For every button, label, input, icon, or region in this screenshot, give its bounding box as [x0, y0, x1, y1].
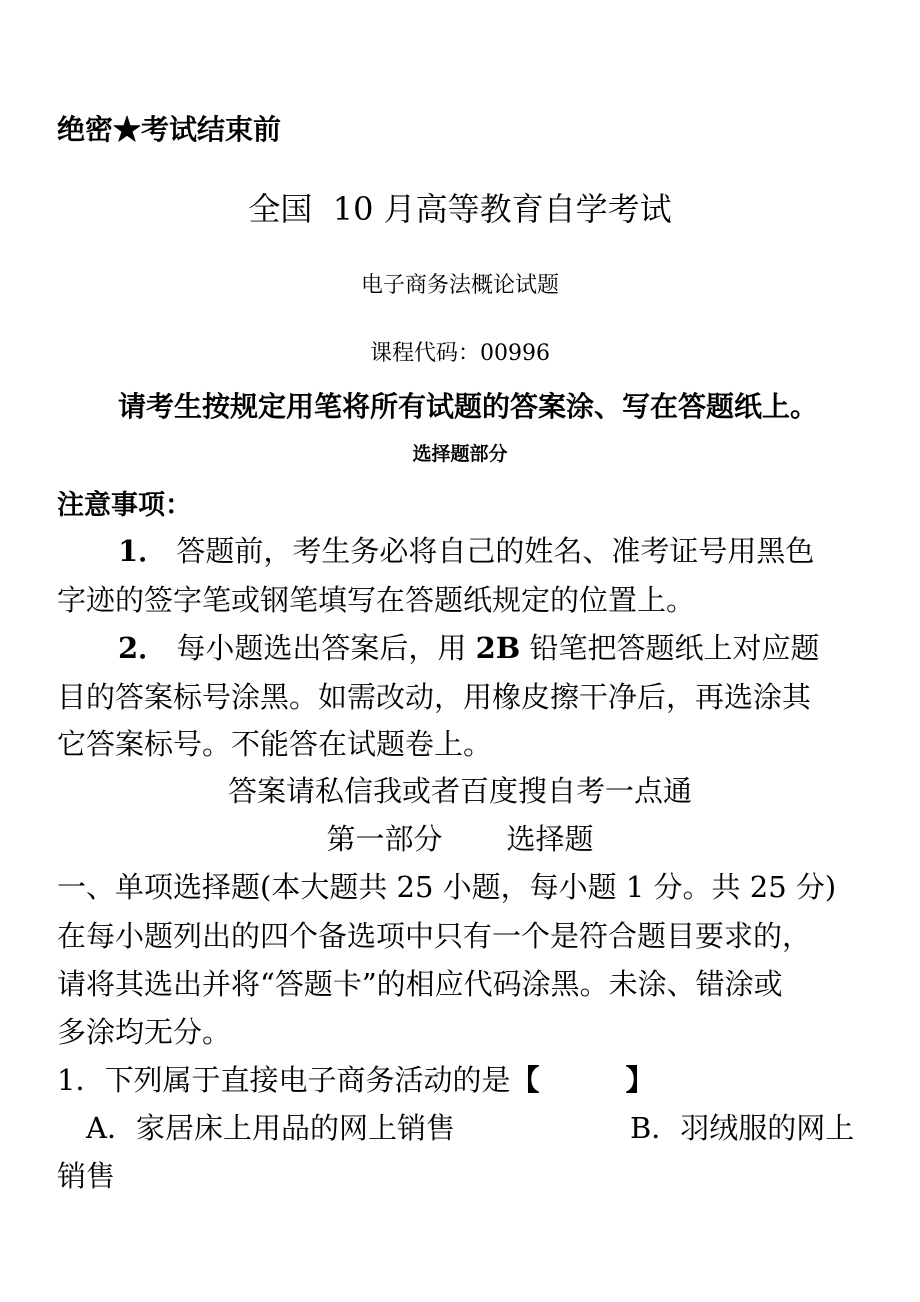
option-b-continued: 销售 [57, 1159, 116, 1193]
note-2-text-line2: 目的答案标号涂黑。如需改动，用橡皮擦干净后，再选涂其 [57, 680, 812, 714]
part-one-label: 第一部分 [326, 822, 443, 856]
subject-title: 电子商务法概论试题 [360, 273, 559, 298]
part-one-heading [0, 822, 920, 856]
answer-bracket-close: 】 [625, 1063, 655, 1097]
question-section-line1: 一、单项选择题(本大题共 25 小题，每小题 1 分。共 25 分) [57, 870, 837, 904]
note-1-text-line1: 答题前，考生务必将自己的姓名、准考证号用黑色 [176, 534, 815, 568]
answer-bracket-open: 【 [510, 1063, 540, 1097]
answer-instruction: 请考生按规定用笔将所有试题的答案涂、写在答题纸上。 [118, 390, 819, 423]
note-2 [118, 631, 820, 665]
note-1 [118, 534, 815, 568]
note-2-pencil-grade: 2B [475, 631, 521, 665]
note-2-number: 2． [118, 631, 168, 665]
note-2-text-a: 每小题选出答案后，用 [176, 631, 476, 665]
part-one-type: 选择题 [506, 822, 594, 856]
course-code: 课程代码：00996 [370, 341, 550, 366]
question-section-line3: 请将其选出并将“答题卡”的相应代码涂黑。未涂、错涂或 [57, 967, 783, 1001]
contact-line: 答案请私信我或者百度搜自考一点通 [227, 774, 692, 808]
question-1-stem: 1．下列属于直接电子商务活动的是 [57, 1063, 511, 1097]
notes-heading: 注意事项： [57, 490, 192, 521]
note-1-number: 1． [118, 534, 168, 568]
question-section-line2: 在每小题列出的四个备选项中只有一个是符合题目要求的， [57, 919, 812, 953]
section-heading: 选择题部分 [412, 443, 508, 465]
note-2-text-line3: 它答案标号。不能答在试题卷上。 [57, 727, 493, 761]
exam-title: 全国 10 月高等教育自学考试 [248, 190, 672, 228]
note-1-text-line2: 字迹的签字笔或钢笔填写在答题纸规定的位置上。 [57, 583, 696, 617]
confidential-label: 绝密★考试结束前 [57, 113, 282, 146]
note-2-text-c: 铅笔把答题纸上对应题 [520, 631, 820, 665]
option-b: B．羽绒服的网上 [630, 1111, 855, 1145]
question-section-line4: 多涂均无分。 [57, 1015, 232, 1049]
question-1 [57, 1063, 655, 1097]
option-a: A．家居床上用品的网上销售 [86, 1111, 455, 1145]
